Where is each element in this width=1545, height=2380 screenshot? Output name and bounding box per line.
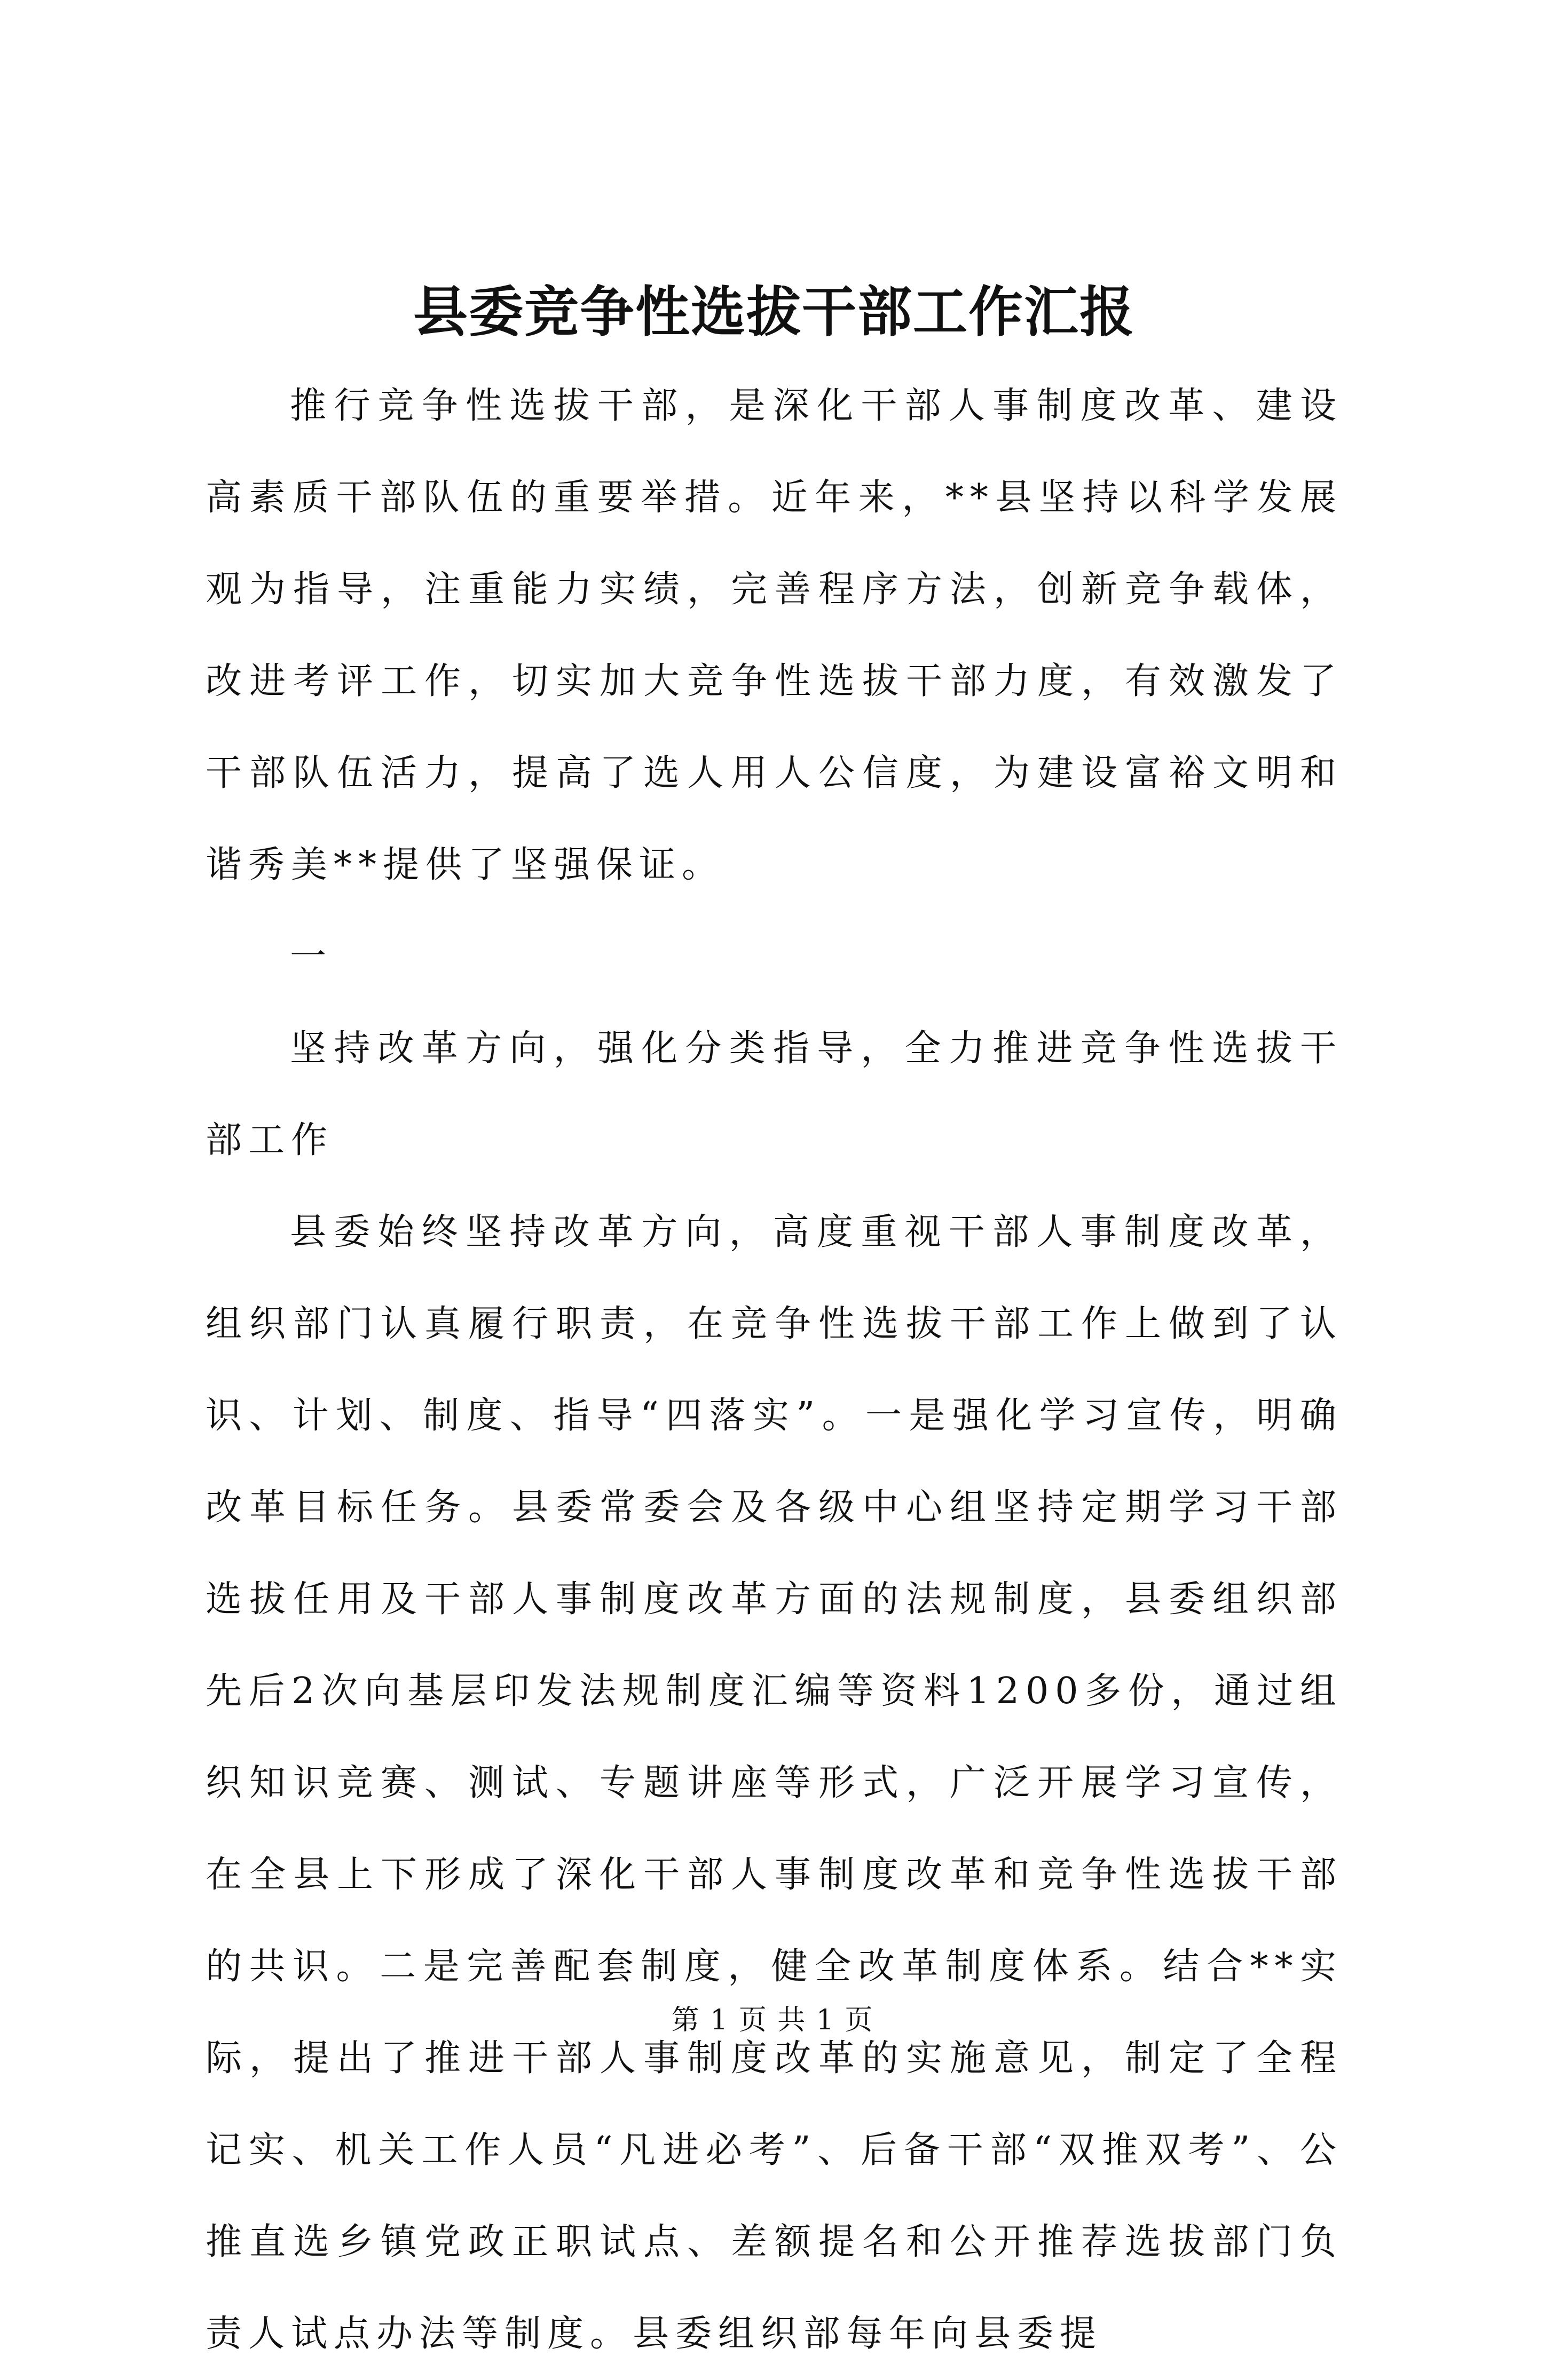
paragraph-intro: 推行竞争性选拔干部，是深化干部人事制度改革、建设高素质干部队伍的重要举措。近年来，**县坚持以科学发展观为指导，注重能力实绩，完善程序方法，创新竞争载体，改进考评工作，切实加大竞争性选拔干部力度，有效激发了干部队伍活力，提高了选人用人公信度，为建设富裕文明和谐秀美**提供了坚强保证。 bbox=[206, 385, 1343, 886]
section-heading: 坚持改革方向，强化分类指导，全力推进竞争性选拔干部工作 bbox=[206, 1027, 1343, 1161]
paragraph-body: 县委始终坚持改革方向，高度重视干部人事制度改革，组织部门认真履行职责，在竞争性选拔干部工作上做到了认识、计划、制度、指导“四落实”。一是强化学习宣传，明确改革目标任务。县委常委会及各级中心组坚持定期学习干部选拔任用及干部人事制度改革方面的法规制度，县委组织部先后2次向基层印发法规制度汇编等资料1200多份，通过组织知识竞赛、测试、专题讲座等形式，广泛开展学习宣传，在全县上下形成了深化干部人事制度改革和竞争性选拔干部的共识。二是完善配套制度，健全改革制度体系。结合**实际，提出了推进干部人事制度改革的实施意见，制定了全程记实、机关工作人员“凡进必考”、后备干部“双推双考”、公推直选乡镇党政正职试点、差额提名和公开推荐选拔部门负责人试点办法等制度。县委组织部每年向县委提 bbox=[206, 1211, 1343, 2355]
page-footer: 第 1 页 共 1 页 bbox=[671, 2004, 874, 2036]
section-number: 一 bbox=[290, 936, 333, 978]
document-title: 县委竞争性选拔干部工作汇报 bbox=[413, 280, 1135, 344]
document-content bbox=[206, 264, 1343, 2380]
